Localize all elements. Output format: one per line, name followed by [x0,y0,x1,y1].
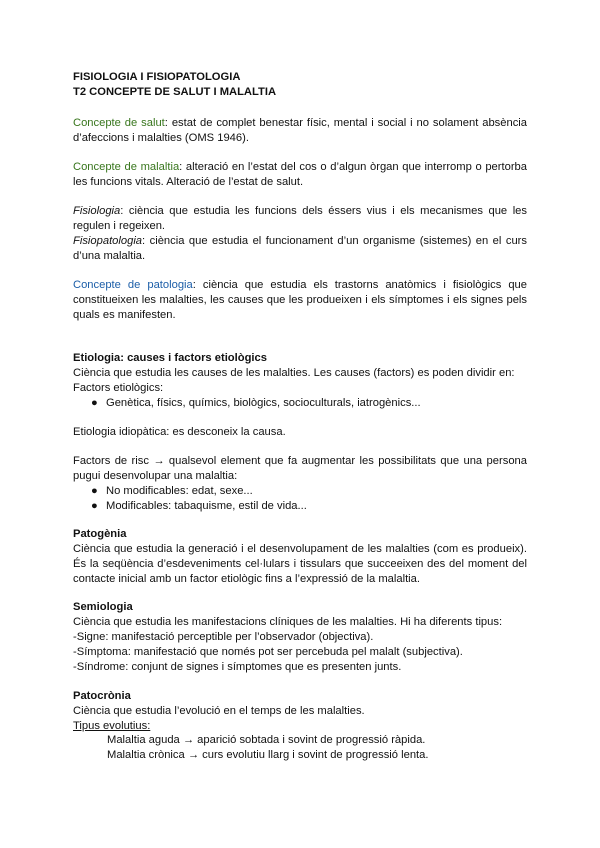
etiologia-line1: Ciència que estudia les causes de les malalties. Les causes (factors) es poden dividir en: [73,367,515,379]
term-salut: Concepte de salut [73,117,165,129]
bullet-icon: ● [91,500,98,512]
semiologia-line: -Signe: manifestació perceptible per l’observador (objectiva). [73,631,374,643]
list-item [73,499,527,514]
definition-patologia [73,278,527,323]
list-item [73,484,527,499]
semiologia-line: -Síndrome: conjunt de signes i símptomes que es presenten junts. [73,661,402,673]
list-item [73,396,527,411]
patogenia-text: Ciència que estudia la generació i el desenvolupament de les malalties (com es produeix). És la seqüència d’esdeveniments cel·lulars i tissulars que succeeixen des del moment del contacte inicial amb un factor etiològic fins a l’expressió de la malaltia. [73,543,527,585]
patocronia-tipus [73,719,527,734]
definition-salut [73,116,527,146]
definition-fisiopatologia [73,234,527,264]
document-title: FISIOLOGIA I FISIOPATOLOGIA [73,71,241,83]
definition-malaltia [73,160,527,190]
patocronia-line1: Ciència que estudia l’evolució en el temps de les malalties. [73,705,365,717]
factors-risc: Factors de risc → qualsevol element que fa augmentar les possibilitats que una persona pugui desenvolupar una malaltia: [73,455,527,482]
factors-list [73,396,527,411]
definition-patologia-text: : ciència que estudia els trastorns anatòmics i fisiològics que constitueixen les malalties, les causes que les produeixen i els símptomes i els signes pels quals es manifesten. [73,279,528,321]
list-item-text: No modificables: edat, sexe... [106,485,253,497]
definition-fisiologia-text: : ciència que estudia les funcions dels éssers vius i els mecanismes que les regulen i regeixen. [73,205,527,232]
tipus-evolutius-label: Tipus evolutius: [73,720,151,732]
term-fisiopatologia: Fisiopatologia [73,235,143,247]
semiologia-line: -Símptoma: manifestació que només pot ser percebuda pel malalt (subjectiva). [73,646,463,658]
list-item-text: Genètica, físics, químics, biològics, socioculturals, iatrogènics... [106,397,421,409]
patocronia-item: Malaltia aguda → aparició sobtada i sovint de progressió ràpida. [107,734,426,746]
bullet-icon: ● [91,397,98,409]
risc-list [73,484,527,514]
patogenia-heading: Patogènia [73,528,127,540]
semiologia-line: Ciència que estudia les manifestacions clíniques de les malalties. Hi ha diferents tipus: [73,616,503,628]
definition-fisiologia [73,204,527,234]
etiologia-line2: Factors etiològics: [73,382,164,394]
term-malaltia: Concepte de malaltia [73,161,180,173]
definition-fisiopatologia-text: : ciència que estudia el funcionament d’un organisme (sistemes) en el curs d’una malaltia. [73,235,527,262]
etiologia-idiopatica: Etiologia idiopàtica: es desconeix la causa. [73,426,286,438]
patocronia-item: Malaltia crònica → curs evolutiu llarg i sovint de progressió lenta. [107,749,429,761]
document-subtitle: T2 CONCEPTE DE SALUT I MALALTIA [73,86,277,98]
etiologia-heading: Etiologia: causes i factors etiològics [73,352,267,364]
list-item-text: Modificables: tabaquisme, estil de vida... [106,500,307,512]
patocronia-heading: Patocrònia [73,690,131,702]
bullet-icon: ● [91,485,98,497]
definition-malaltia-text: : alteració en l’estat del cos o d’algun òrgan que interromp o pertorba les funcions vitals. Alteració de l’estat de salut. [73,161,527,188]
definition-salut-text: : estat de complet benestar físic, mental i social i no solament absència d’afeccions i malalties (OMS 1946). [73,117,527,144]
semiologia-heading: Semiologia [73,601,133,613]
term-patologia: Concepte de patologia [73,279,193,291]
term-fisiologia: Fisiologia [73,205,121,217]
